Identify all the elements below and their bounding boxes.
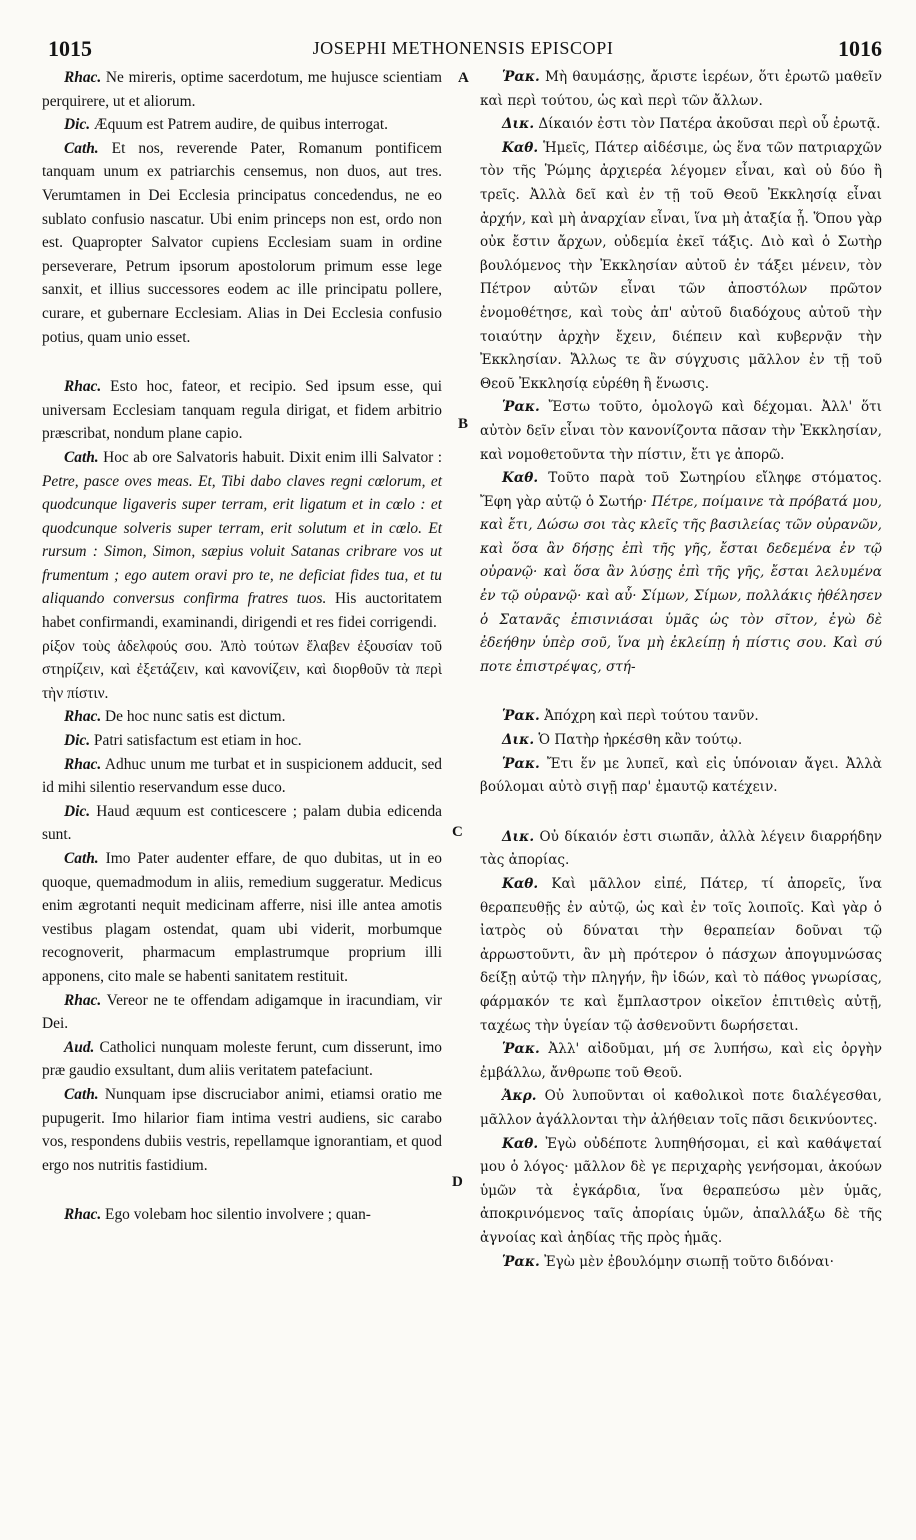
margin-marker-d: D xyxy=(452,1174,463,1190)
paragraph-text: Δίκαιόν ἐστι τὸν Πατέρα ἀκοῦσαι περὶ οὗ ἐρωτᾷ. xyxy=(534,116,881,133)
speaker-label: Καθ. xyxy=(502,139,539,156)
latin-paragraph xyxy=(42,989,442,1036)
speaker-label: Dic. xyxy=(64,732,91,750)
greek-paragraph xyxy=(480,396,882,467)
paragraph-text-continued: His auctoritatem habet confirmandi, examinandi, dirigendi et res fidei corrigendi. xyxy=(42,590,442,632)
paragraph-text: Patri satisfactum est etiam in hoc. xyxy=(90,732,302,750)
paragraph-text: Vereor ne te offendam adigamque in iracundiam, vir Dei. xyxy=(42,991,442,1033)
speaker-label: Rhac. xyxy=(64,378,102,396)
speaker-label: Ῥακ. xyxy=(502,399,540,416)
paragraph-text: Ἡμεῖς, Πάτερ αἰδέσιμε, ὡς ἕνα τῶν πατριαρχῶν τὸν τῆς Ῥώμης ἀρχιερέα λέγομεν εἶναι, καὶ οὐ δύο ἢ τρεῖς. Ἀλλὰ δεῖ καὶ ἐν τῇ τοῦ Θεοῦ Ἐκκλησίᾳ εἶναι ἀρχήν, καὶ μὴ ἀναρχίαν εἶναι, ἵνα μὴ ἀταξία ᾖ. Ὅπου γὰρ οὐκ ἔστιν ἄρχων, οὐδεμία ἐκεῖ τάξις. Διὸ καὶ ὁ Σωτὴρ βουλόμενος τὴν Ἐκκλησίαν αὐτοῦ ἐν τάξει μένειν, τὸν Πέτρον αὐτῶν εἶναι τῶν ἀποστόλων πρῶτον ἐνομοθέτησε, καὶ τοὺς ἀπ' αὐτοῦ διαδόχους αὐτοῦ τὴν τοιαύτην ἀρχὴν ἔχειν, διέπειν καὶ κυβερνᾷν τὴν Ἐκκλησίαν. Ἄλλως τε ἂν σύγχυσις μᾶλλον ἐν τῇ τοῦ Θεοῦ Ἐκκλησίᾳ εὑρέθη ἢ ἕνωσις. xyxy=(480,139,882,392)
latin-paragraph xyxy=(42,1036,442,1083)
latin-spacer xyxy=(42,349,442,375)
latin-paragraph xyxy=(42,1083,442,1177)
greek-paragraph xyxy=(480,1251,882,1275)
paragraph-text: Ἐγὼ οὐδέποτε λυπηθήσομαι, εἰ καὶ καθάψεταί μου ὁ λόγος· μᾶλλον δὲ γε περιχαρὴς γενήσομαι, ἀκούων ὑμῶν τὰ ἐγκάρδια, ἵνα θεραπεύσω μὲν ὑμᾶς, ἀποκρινόμενος ταῖς ἀπορίαις ὑμῶν, ἀπαλλάξω δὲ τῆς ἀγνοίας καὶ ἀηδίας τῆς πρὸς ἡμᾶς. xyxy=(480,1135,882,1246)
greek-column xyxy=(480,66,882,1274)
latin-paragraph xyxy=(42,753,442,800)
latin-paragraph xyxy=(42,113,442,137)
speaker-label: Aud. xyxy=(64,1038,95,1056)
speaker-label: Ῥακ. xyxy=(502,69,540,85)
margin-marker-c: C xyxy=(452,824,463,840)
latin-paragraph xyxy=(42,800,442,847)
latin-paragraph xyxy=(42,635,442,706)
greek-paragraph xyxy=(480,729,882,753)
speaker-label: Καθ. xyxy=(502,1135,539,1152)
paragraph-text: Imo Pater audenter effare, de quo dubitas, ut in eo quoque, quemadmodum in aliis, remedium suggeratur. Medicus enim ægrotanti nequit medicinam afferre, nisi ille antea amotis vestibus plagam ostendat, quam ubi viderit, morbumque recognoverit, pharmacum emplastrumque proprium illi apponens, cito male se habenti sanitatem restituit. xyxy=(42,850,442,985)
speaker-label: Ῥακ. xyxy=(502,755,540,772)
latin-paragraph xyxy=(42,137,442,349)
greek-paragraph xyxy=(480,705,882,729)
speaker-label: Cath. xyxy=(64,1085,99,1103)
greek-paragraph xyxy=(480,137,882,397)
speaker-label: Ῥακ. xyxy=(502,1041,540,1058)
paragraph-text: Esto hoc, fateor, et recipio. Sed ipsum esse, qui universam Ecclesiam tanquam regula dirigat, et fidem arbitrio præscribat, nondum plane capio. xyxy=(42,378,442,443)
scripture-quote: Πέτρε, ποίμαινε τὰ πρόβατά μου, καὶ ἔτι, Δώσω σοι τὰς κλεῖς τῆς βασιλείας τῶν οὐρανῶν, καὶ ὅσα ἂν δήσῃς ἐπὶ τῆς γῆς, ἔσται δεδεμένα ἐν τῷ οὐρανῷ· καὶ ὅσα ἂν λύσῃς ἐπὶ τῆς γῆς, ἔσται λελυμένα ἐν τῷ οὐρανῷ· καὶ αὖ· Σίμων, Σίμων, πολλάκις ἠθέλησεν ὁ Σατανᾶς ἐπισινιάσαι ὑμᾶς ὡς τὸν σῖτον, ἐγὼ δὲ ἐδεήθην ὑπὲρ σοῦ, ἵνα μὴ ἐκλείπῃ ἡ πίστις σου. Καὶ σύ ποτε ἐπιστρέψας, στή- xyxy=(480,493,882,675)
speaker-label: Cath. xyxy=(64,850,99,867)
paragraph-text: Æquum est Patrem audire, de quibus interrogat. xyxy=(90,116,388,134)
paragraph-text: Ne mireris, optime sacerdotum, me hujusce scientiam perquirere, ut et aliorum. xyxy=(42,69,442,110)
right-page-number: 1016 xyxy=(838,36,882,61)
greek-spacer xyxy=(480,679,882,705)
greek-paragraph xyxy=(480,66,882,113)
latin-paragraph xyxy=(42,446,442,635)
latin-paragraph xyxy=(42,729,442,753)
latin-paragraph xyxy=(42,375,442,446)
paragraph-text: Οὐ δίκαιόν ἐστι σιωπᾶν, ἀλλὰ λέγειν διαρρήδην τὰς ἀπορίας. xyxy=(480,828,882,869)
latin-paragraph xyxy=(42,66,442,113)
speaker-label: Dic. xyxy=(64,116,91,134)
scripture-quote: Petre, pasce oves meas. Et, Tibi dabo claves regni cœlorum, et quodcunque ligaveris super terram, erit ligatum et in cœlo : et quodcunque solveris super terram, erit solutum et in cœlo. Et rursum : Simon, Simon, sæpius voluit Satanas cribrare vos ut frumentum ; ego autem oravi pro te, ne deficiat fides tua, et tu aliquando conversus confirma fratres tuos. xyxy=(42,472,442,608)
speaker-label: Rhac. xyxy=(64,69,102,86)
greek-paragraph xyxy=(480,1038,882,1085)
left-page-number: 1015 xyxy=(48,36,92,61)
speaker-label: Δικ. xyxy=(502,828,535,845)
speaker-label: Καθ. xyxy=(502,470,539,487)
paragraph-text: Hoc ab ore Salvatoris habuit. Dixit enim illi Salvator : xyxy=(98,448,442,466)
paragraph-text: Ἔτι ἕν με λυπεῖ, καὶ εἰς ὑπόνοιαν ἄγει. Ἀλλὰ βούλομαι αὐτὸ σιγῇ παρ' ἐμαυτῷ κατέχειν. xyxy=(480,755,882,796)
paragraph-text: Μὴ θαυμάσῃς, ἄριστε ἱερέων, ὅτι ἐρωτῶ μαθεῖν καὶ περὶ τούτου, ὡς καὶ περὶ τῶν ἄλλων. xyxy=(480,69,882,109)
greek-paragraph xyxy=(480,753,882,800)
speaker-label: Rhac. xyxy=(64,708,102,726)
greek-paragraph xyxy=(480,113,882,137)
paragraph-text: Ἔστω τοῦτο, ὁμολογῶ καὶ δέχομαι. Ἀλλ' ὅτι αὐτὸν δεῖν εἶναι τὸν κανονίζοντα πᾶσαν τὴν Ἐκκλησίαν, καὶ νομοθετοῦντα τὴν πίστιν, ἔτι γε ἀπορῶ. xyxy=(480,399,882,463)
greek-paragraph xyxy=(480,873,882,1038)
speaker-label: Rhac. xyxy=(64,1206,102,1224)
speaker-label: Rhac. xyxy=(64,755,102,773)
paragraph-text: Catholici nunquam moleste ferunt, cum disserunt, imo præ gaudio exsultant, dum aliis veritatem patefaciunt. xyxy=(42,1038,442,1080)
paragraph-text: Ὁ Πατὴρ ἠρκέσθη κἂν τούτῳ. xyxy=(534,732,743,749)
speaker-label: Ῥακ. xyxy=(502,708,540,725)
paragraph-text: Haud æquum est conticescere ; palam dubia edicenda sunt. xyxy=(42,802,442,844)
speaker-label: Cath. xyxy=(64,139,99,157)
greek-paragraph xyxy=(480,826,882,873)
paragraph-text: Ego volebam hoc silentio involvere ; quan- xyxy=(101,1206,371,1224)
speaker-label: Καθ. xyxy=(502,876,539,892)
latin-paragraph xyxy=(42,705,442,729)
speaker-label: Δικ. xyxy=(502,732,535,749)
latin-paragraph xyxy=(42,1203,442,1227)
speaker-label: Ἀκρ. xyxy=(502,1088,537,1105)
paragraph-text: Ἀλλ' αἰδοῦμαι, μή σε λυπήσω, καὶ εἰς ὀργὴν ἐμβάλλω, ἄνθρωπε τοῦ Θεοῦ. xyxy=(480,1041,882,1081)
paragraph-text: Et nos, reverende Pater, Romanum pontificem tanquam unum ex patriarchis censemus, non duos, aut tres. Verumtamen in Dei Ecclesia principatus concedendus, ne eo sublato confusio nascatur. Ubi enim princeps non est, ordo non est. Quapropter Salvator cupiens Ecclesiam suam in ordine perseverare, Petrum ipsorum apostolorum primum esse lege sanxit, et illius successores eodem ac ille principatu pollere, curare, et gubernare Ecclesiam. Alias in Dei Ecclesia confusio potius, quam unio esset. xyxy=(42,139,442,346)
speaker-label: Rhac. xyxy=(64,991,102,1009)
margin-marker-a: A xyxy=(458,70,469,86)
paragraph-text: Καὶ μᾶλλον εἰπέ, Πάτερ, τί ἀπορεῖς, ἵνα θεραπευθῇς ἐν αὐτῷ, ὡς καὶ ἐν τοῖς λοιποῖς. Καὶ γὰρ ὁ ἰατρὸς οὐ δύναται τὴν θεραπείαν δοῦναι τῷ ἀρρωστοῦντι, ἂν μὴ πρότερον ὁ πάσχων ἀπογυμνώσας δείξῃ αὐτῷ τὴν πληγήν, ἣν ἰδών, καὶ τὸ πάθος γνωρίσας, φάρμακόν τε καὶ ἔμπλαστρον οἰκεῖον ἐπιτιθεὶς αὐτῇ, ταχέως τὴν ὑγείαν τῷ ἀσθενοῦντι δωρήσεται. xyxy=(480,876,882,1034)
greek-paragraph xyxy=(480,467,882,679)
paragraph-text: Οὐ λυποῦνται οἱ καθολικοὶ ποτε διαλέγεσθαι, μᾶλλον ἀγάλλονται τὴν ἀλήθειαν τοῖς πᾶσι δεικνύοντες. xyxy=(480,1088,882,1128)
greek-paragraph xyxy=(480,1133,882,1251)
running-title: JOSEPHI METHONENSIS EPISCOPI xyxy=(312,38,614,58)
latin-spacer xyxy=(42,1177,442,1203)
latin-paragraph xyxy=(42,847,442,989)
greek-spacer xyxy=(480,800,882,826)
paragraph-text: Τοῦτο παρὰ τοῦ Σωτηρίου εἴληφε στόματος. Ἔφη γὰρ αὐτῷ ὁ Σωτήρ· xyxy=(480,470,882,510)
margin-marker-b: B xyxy=(458,416,469,432)
paragraph-text: ρίξον τοὺς ἀδελφούς σου. Ἀπὸ τούτων ἔλαβεν ἐξουσίαν τοῦ στηρίζειν, καὶ ἐξετάζειν, καὶ κανονίζειν, καὶ διορθοῦν τὰ περὶ τὴν πίστιν. xyxy=(42,637,442,702)
paragraph-text: Ἀπόχρη καὶ περὶ τούτου τανῦν. xyxy=(539,708,759,725)
page-header xyxy=(40,36,886,62)
speaker-label: Δικ. xyxy=(502,116,535,133)
speaker-label: Cath. xyxy=(64,448,99,466)
speaker-label: Ῥακ. xyxy=(502,1253,540,1270)
paragraph-text: Nunquam ipse discruciabor animi, etiamsi oratio me pupugerit. Imo hilarior fiam intima vestri audiens, sic carabo vos, respondens dubiis vestris, repellamque ignorantiam, et quod ergo nos nutritis fastidium. xyxy=(42,1085,442,1174)
paragraph-text: De hoc nunc satis est dictum. xyxy=(101,708,286,726)
latin-column xyxy=(42,66,442,1227)
greek-paragraph xyxy=(480,1085,882,1132)
speaker-label: Dic. xyxy=(64,802,91,820)
paragraph-text: Adhuc unum me turbat et in suspicionem adducit, sed id mihi silentio reservandum esse duco. xyxy=(42,755,442,797)
paragraph-text: Ἐγὼ μὲν ἐβουλόμην σιωπῇ τοῦτο διδόναι· xyxy=(539,1253,834,1270)
